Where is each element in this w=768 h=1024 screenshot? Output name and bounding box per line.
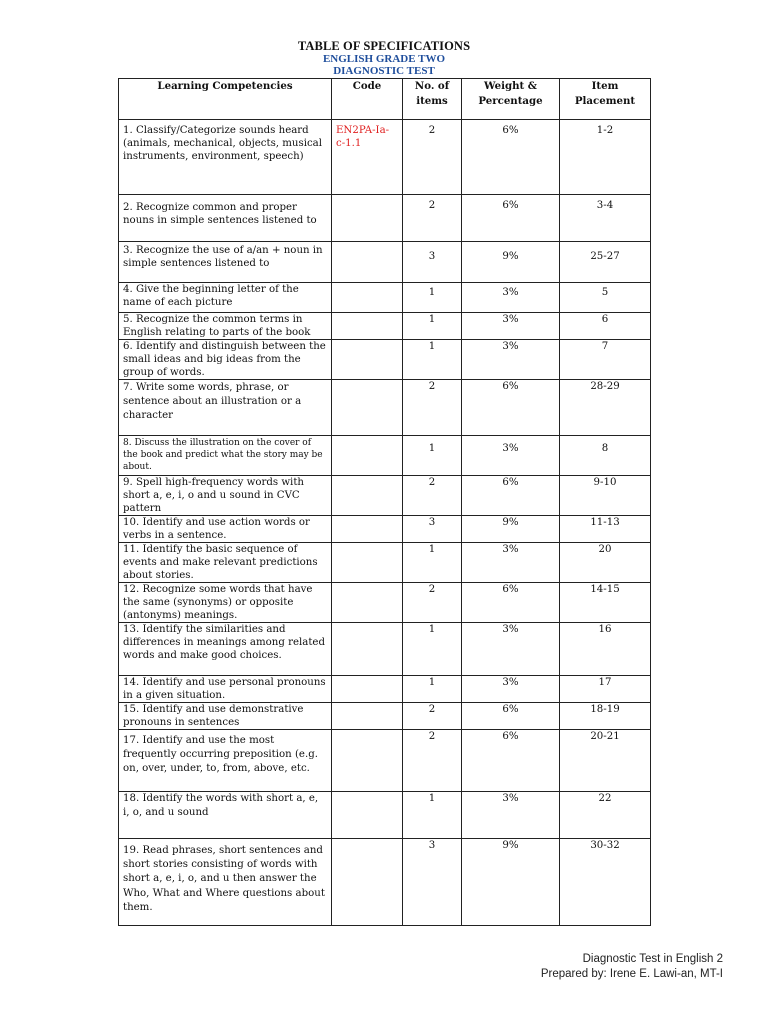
placement-cell: 1-2 [560,120,651,195]
weight-cell: 6% [462,476,560,516]
competency-cell: 11. Identify the basic sequence of events and make relevant predictions about stories. [119,543,332,583]
weight-cell: 6% [462,703,560,730]
items-cell: 2 [403,380,462,436]
code-cell [332,703,403,730]
code-cell [332,436,403,476]
table-row [119,703,651,730]
weight-cell: 3% [462,313,560,340]
header-weight-percentage [462,79,560,120]
table-row [119,516,651,543]
placement-cell: 7 [560,340,651,380]
items-cell: 3 [403,242,462,283]
weight-cell: 3% [462,623,560,676]
placement-cell: 20 [560,543,651,583]
competency-cell: 15. Identify and use demonstrative pronouns in sentences [119,703,332,730]
table-row [119,283,651,313]
document-subtitle-test: DIAGNOSTIC TEST [333,65,435,77]
header-weight-line2: Percentage [478,95,543,107]
items-cell: 1 [403,676,462,703]
placement-cell: 25-27 [560,242,651,283]
competency-cell: 13. Identify the similarities and differences in meanings among related words and make good choices. [119,623,332,676]
placement-cell: 20-21 [560,730,651,792]
document-title: TABLE OF SPECIFICATIONS [297,39,471,53]
code-cell: EN2PA-Ia-c-1.1 [332,120,403,195]
competency-cell: 9. Spell high-frequency words with short a, e, i, o and u sound in CVC pattern [119,476,332,516]
items-cell: 2 [403,730,462,792]
weight-cell: 3% [462,543,560,583]
weight-cell: 3% [462,436,560,476]
table-row [119,676,651,703]
items-cell: 2 [403,195,462,242]
footer-test-name: Diagnostic Test in English 2 [582,953,723,965]
code-cell [332,623,403,676]
code-cell [332,380,403,436]
table-header-row [119,79,651,120]
items-cell: 1 [403,623,462,676]
header-placement-line2: Placement [574,95,636,107]
competency-cell: 2. Recognize common and proper nouns in simple sentences listened to [119,195,332,242]
competency-cell: 14. Identify and use personal pronouns in a given situation. [119,676,332,703]
code-cell [332,583,403,623]
header-code: Code [332,79,403,120]
table-row [119,380,651,436]
specifications-table [118,78,651,926]
code-cell [332,516,403,543]
placement-cell: 16 [560,623,651,676]
table-row [119,839,651,926]
items-cell: 2 [403,120,462,195]
table-row [119,543,651,583]
code-cell [332,543,403,583]
placement-cell: 28-29 [560,380,651,436]
footer-prepared-by: Prepared by: Irene E. Lawi-an, MT-I [540,968,723,980]
competency-cell: 18. Identify the words with short a, e, i, o, and u sound [119,792,332,839]
items-cell: 3 [403,839,462,926]
items-cell: 2 [403,583,462,623]
weight-cell: 3% [462,283,560,313]
weight-cell: 6% [462,195,560,242]
placement-cell: 9-10 [560,476,651,516]
code-cell [332,839,403,926]
placement-cell: 11-13 [560,516,651,543]
placement-cell: 8 [560,436,651,476]
weight-cell: 3% [462,792,560,839]
header-no-of-items-line2: items [416,95,448,107]
competency-cell: 10. Identify and use action words or verbs in a sentence. [119,516,332,543]
placement-cell: 5 [560,283,651,313]
header-placement-line1: Item [591,80,619,92]
table-row [119,313,651,340]
table-row [119,120,651,195]
table-row [119,583,651,623]
table-row [119,730,651,792]
weight-cell: 6% [462,380,560,436]
competency-cell: 7. Write some words, phrase, or sentence about an illustration or a character [119,380,332,436]
code-cell [332,283,403,313]
competency-cell: 3. Recognize the use of a/an + noun in simple sentences listened to [119,242,332,283]
placement-cell: 17 [560,676,651,703]
document-header [0,40,768,77]
header-no-of-items-line1: No. of [414,80,450,92]
weight-cell: 3% [462,676,560,703]
weight-cell: 6% [462,120,560,195]
items-cell: 1 [403,283,462,313]
header-no-of-items [403,79,462,120]
placement-cell: 22 [560,792,651,839]
code-cell [332,195,403,242]
competency-cell: 19. Read phrases, short sentences and short stories consisting of words with short a, e, i, o, and u then answer the Who, What and Where questions about them. [119,839,332,926]
code-cell [332,676,403,703]
items-cell: 1 [403,313,462,340]
weight-cell: 9% [462,839,560,926]
competency-cell: 5. Recognize the common terms in English relating to parts of the book [119,313,332,340]
competency-cell: 12. Recognize some words that have the same (synonyms) or opposite (antonyms) meanings. [119,583,332,623]
code-cell [332,242,403,283]
weight-cell: 9% [462,516,560,543]
table-row [119,436,651,476]
items-cell: 2 [403,703,462,730]
table-row [119,476,651,516]
header-learning-competencies: Learning Competencies [119,79,332,120]
items-cell: 1 [403,340,462,380]
table-row [119,340,651,380]
competency-cell: 1. Classify/Categorize sounds heard (animals, mechanical, objects, musical instruments, environment, speech) [119,120,332,195]
placement-cell: 14-15 [560,583,651,623]
competency-cell: 6. Identify and distinguish between the small ideas and big ideas from the group of words. [119,340,332,380]
competency-cell: 4. Give the beginning letter of the name of each picture [119,283,332,313]
table-row [119,623,651,676]
code-cell [332,313,403,340]
header-item-placement [560,79,651,120]
weight-cell: 6% [462,583,560,623]
placement-cell: 30-32 [560,839,651,926]
items-cell: 2 [403,476,462,516]
code-cell [332,792,403,839]
weight-cell: 3% [462,340,560,380]
document-footer [541,952,723,982]
document-subtitle-grade: ENGLISH GRADE TWO [322,53,446,65]
weight-cell: 6% [462,730,560,792]
competency-cell: 8. Discuss the illustration on the cover of the book and predict what the story may be about. [119,436,332,476]
table-row [119,242,651,283]
weight-cell: 9% [462,242,560,283]
code-cell [332,730,403,792]
table-row [119,195,651,242]
placement-cell: 6 [560,313,651,340]
items-cell: 1 [403,436,462,476]
placement-cell: 18-19 [560,703,651,730]
table-row [119,792,651,839]
header-weight-line1: Weight & [484,80,537,92]
items-cell: 1 [403,792,462,839]
items-cell: 1 [403,543,462,583]
code-cell [332,476,403,516]
code-cell [332,340,403,380]
placement-cell: 3-4 [560,195,651,242]
items-cell: 3 [403,516,462,543]
competency-cell: 17. Identify and use the most frequently occurring preposition (e.g. on, over, under, to, from, above, etc. [119,730,332,792]
